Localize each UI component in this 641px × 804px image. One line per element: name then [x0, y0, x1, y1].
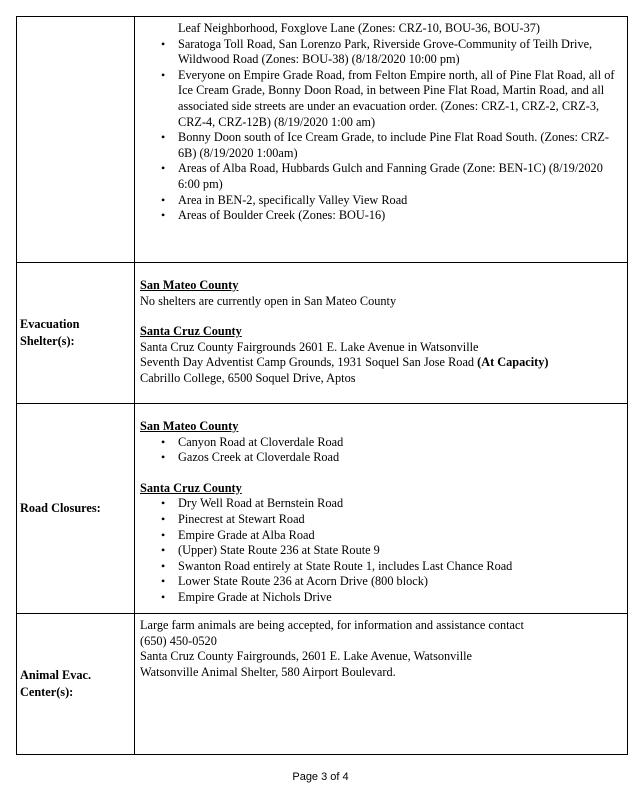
list-item: • (Upper) State Route 236 at State Route 9 [178, 543, 622, 559]
list-item: • Canyon Road at Cloverdale Road [178, 435, 622, 451]
animal-center-label: Animal Evac. Center(s): [17, 614, 135, 755]
list-item: • Pinecrest at Stewart Road [178, 512, 622, 528]
list-item: • Areas of Boulder Creek (Zones: BOU-16) [178, 208, 622, 224]
list-item: • Areas of Alba Road, Hubbards Gulch and Fanning Grade (Zone: BEN-1C) (8/19/2020 6:00 pm) [178, 161, 622, 192]
evacuation-shelters-content [135, 263, 628, 404]
evacuation-shelters-row [17, 263, 628, 404]
evacuation-orders-list [140, 37, 622, 224]
info-table [16, 16, 628, 755]
shelter-line-text: Seventh Day Adventist Camp Grounds, 1931 Soquel San Jose Road [140, 355, 475, 370]
animal-center-content [135, 614, 628, 755]
list-item: • Bonny Doon south of Ice Cream Grade, to include Pine Flat Road South. (Zones: CRZ-6B) (8/19/2020 1:00am) [178, 130, 622, 161]
list-item: • Gazos Creek at Cloverdale Road [178, 450, 622, 466]
road-closures-label: Road Closures: [17, 404, 135, 614]
list-item: • Saratoga Toll Road, San Lorenzo Park, Riverside Grove-Community of Teilh Drive, Wildwood Road (Zones: BOU-38) (8/18/2020 10:00 pm) [178, 37, 622, 68]
shelter-line: Santa Cruz County Fairgrounds 2601 E. Lake Avenue in Watsonville [140, 339, 479, 354]
san-mateo-shelter-text: No shelters are currently open in San Mateo County [140, 293, 397, 308]
santa-cruz-heading: Santa Cruz County [140, 480, 242, 495]
evacuation-orders-content [135, 17, 628, 263]
list-item: • Dry Well Road at Bernstein Road [178, 496, 622, 512]
list-item: • Swanton Road entirely at State Route 1, includes Last Chance Road [178, 559, 622, 575]
shelter-line [140, 355, 622, 371]
san-mateo-heading: San Mateo County [140, 419, 239, 433]
evacuation-orders-label-cell [17, 17, 135, 263]
animal-line: Santa Cruz County Fairgrounds, 2601 E. Lake Avenue, Watsonville [140, 649, 473, 664]
list-item: • Empire Grade at Alba Road [178, 528, 622, 544]
santa-cruz-closures-list [140, 496, 622, 605]
page-number: Page 3 of 4 [292, 771, 349, 783]
animal-phone: (650) 450-0520 [140, 633, 217, 648]
list-item: • Area in BEN-2, specifically Valley View Road [178, 193, 622, 209]
list-item: • Everyone on Empire Grade Road, from Felton Empire north, all of Pine Flat Road, all of Ice Cream Grade, Bonny Doon Road, in between Pine Flat Road, Martin Road, and all associated side streets are under an evacuation order. (Zones: CRZ-1, CRZ-2, CRZ-3, CRZ-4, CRZ-12B) (8/19/2020 1:00 am) [178, 68, 622, 130]
san-mateo-closures-list [140, 435, 622, 466]
san-mateo-heading: San Mateo County [140, 278, 239, 292]
capacity-status: (At Capacity) [477, 355, 549, 370]
animal-line: Large farm animals are being accepted, for information and assistance contact [140, 618, 524, 632]
road-closures-content [135, 404, 628, 614]
evacuation-shelters-label: Evacuation Shelter(s): [17, 263, 135, 404]
list-item: • Lower State Route 236 at Acorn Drive (800 block) [178, 574, 622, 590]
evacuation-orders-row [17, 17, 628, 263]
continued-line: Leaf Neighborhood, Foxglove Lane (Zones: CRZ-10, BOU-36, BOU-37) [178, 21, 541, 35]
road-closures-row [17, 404, 628, 614]
animal-center-row [17, 614, 628, 755]
list-item: • Empire Grade at Nichols Drive [178, 590, 622, 606]
animal-line: Watsonville Animal Shelter, 580 Airport Boulevard. [140, 664, 396, 679]
santa-cruz-heading: Santa Cruz County [140, 324, 242, 339]
shelter-line: Cabrillo College, 6500 Soquel Drive, Aptos [140, 370, 356, 385]
